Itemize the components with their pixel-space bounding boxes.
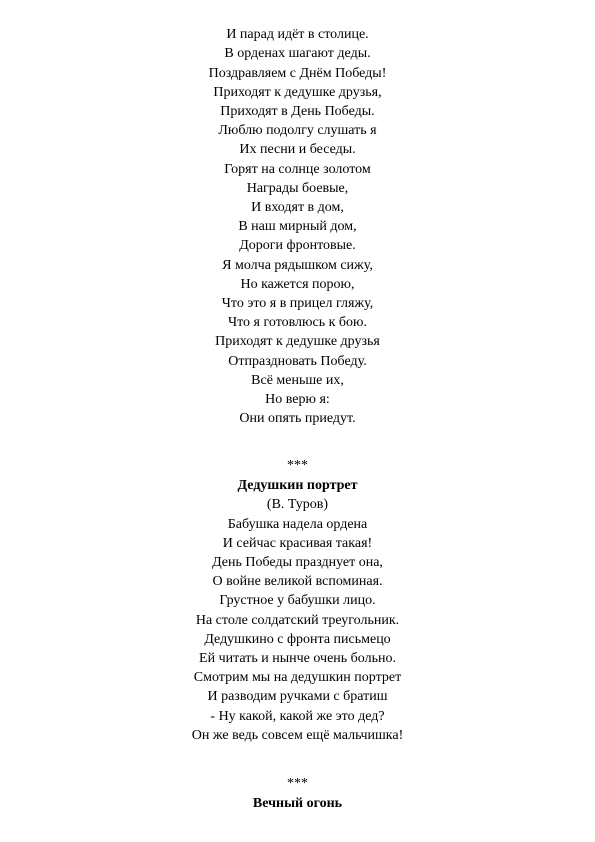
section-separator: *** <box>287 776 308 791</box>
poem2-line: И сейчас красивая такая! <box>222 536 373 551</box>
poem1-line: Горят на солнце золотом <box>224 162 371 177</box>
poem2-line: О войне великой вспоминая. <box>212 574 383 589</box>
poem1-line: Я молча рядышком сижу, <box>222 258 373 273</box>
poem1-line: Что это я в прицел гляжу, <box>221 296 374 311</box>
poem2-line: Бабушка надела ордена <box>227 517 368 532</box>
poem2-line: На столе солдатский треугольник. <box>195 613 400 628</box>
poem2-line: - Ну какой, какой же это дед? <box>210 709 385 724</box>
poem1-line: Они опять приедут. <box>239 411 356 426</box>
poem-author: (В. Туров) <box>266 497 329 512</box>
poem-title: Дедушкин портрет <box>237 478 358 493</box>
poem1-line: Люблю подолгу слушать я <box>218 123 377 138</box>
poem1-line: В наш мирный дом, <box>238 219 357 234</box>
section-separator: *** <box>287 458 308 473</box>
poem1-line: И парад идёт в столице. <box>226 27 369 42</box>
poem1-line: И входят в дом, <box>251 200 344 215</box>
poem2-line: Он же ведь совсем ещё мальчишка! <box>191 728 404 743</box>
poem1-line: Поздравляем с Днём Победы! <box>208 66 387 81</box>
poem1-line: Их песни и беседы. <box>239 142 356 157</box>
poem1-line: Награды боевые, <box>246 181 349 196</box>
poem2-line: И разводим ручками с братиш <box>207 689 388 704</box>
poem1-line: Приходят к дедушке друзья, <box>213 85 382 100</box>
poem1-line: Но кажется порою, <box>240 277 355 292</box>
poem1-line: В орденах шагают деды. <box>224 46 371 61</box>
poem2-line: День Победы празднует она, <box>212 555 383 570</box>
poem2-line: Ей читать и нынче очень больно. <box>199 651 396 666</box>
poem1-line: Приходят к дедушке друзья <box>215 334 380 349</box>
poem1-line: Что я готовлюсь к бою. <box>228 315 367 330</box>
poem2-line: Дедушкино с фронта письмецо <box>204 632 391 647</box>
poem2-line: Грустное у бабушки лицо. <box>219 593 376 608</box>
poem1-line: Всё меньше их, <box>251 373 344 388</box>
poem2-line: Смотрим мы на дедушкин портрет <box>193 670 402 685</box>
poem1-line: Приходят в День Победы. <box>220 104 375 119</box>
poem-title: Вечный огонь <box>252 796 343 811</box>
poem1-line: Дороги фронтовые. <box>239 238 356 253</box>
poem1-line: Отпраздновать Победу. <box>228 354 367 369</box>
poem1-line: Но верю я: <box>265 392 330 407</box>
